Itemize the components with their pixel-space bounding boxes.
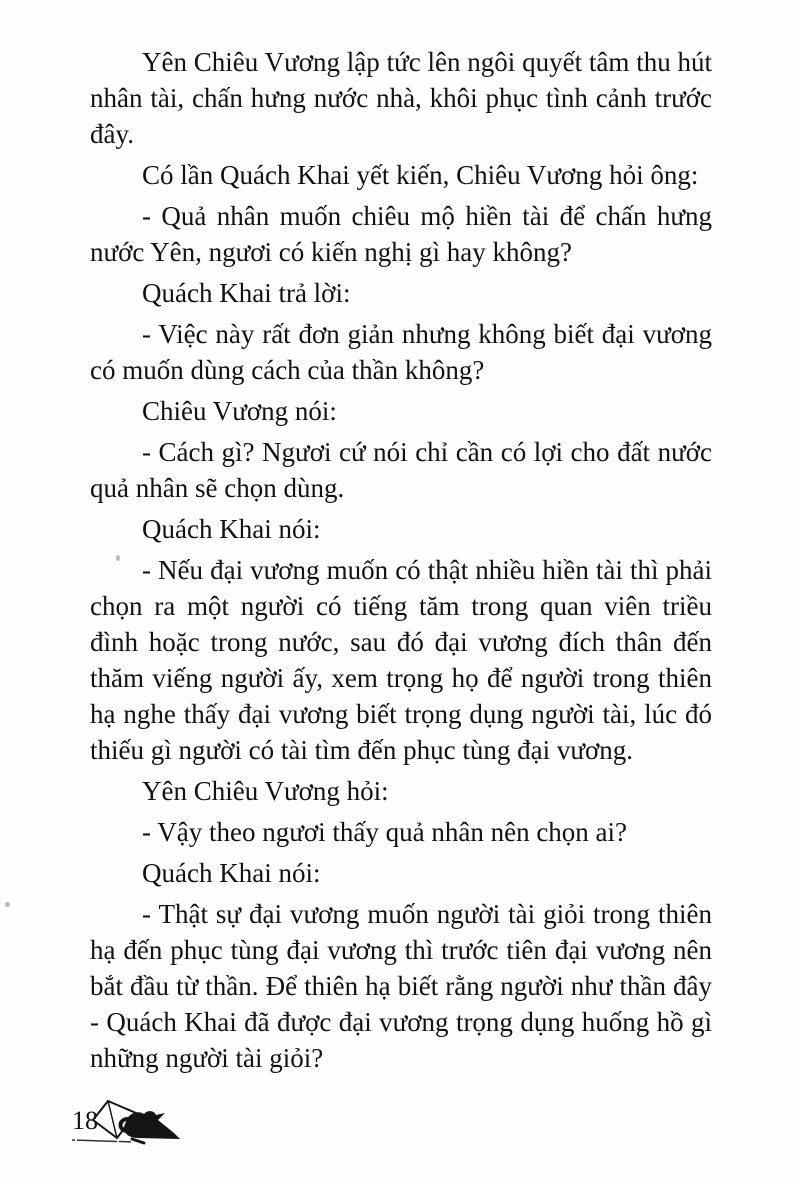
paragraph: - Nếu đại vương muốn có thật nhiều hiền tài thì phải chọn ra một người có tiếng tăm trong quan viên triều đình hoặc trong nước, sau đó đại vương đích thân đến thăm viếng người ấy, xem trọng họ để người trong thiên hạ nghe thấy đại vương biết trọng dụng người tài, lúc đó thiếu gì người có tài tìm đến phục tùng đại vương. [90, 555, 712, 765]
paragraph: Yên Chiêu Vương lập tức lên ngôi quyết tâm thu hút nhân tài, chấn hưng nước nhà, khôi phục tình cảnh trước đây. [90, 47, 712, 149]
paragraph: - Vậy theo ngươi thấy quả nhân nên chọn ai? [142, 817, 628, 847]
paragraph: Yên Chiêu Vương hỏi: [142, 776, 389, 806]
paragraph: Chiêu Vương nói: [142, 396, 337, 426]
scan-speck [5, 902, 10, 907]
scan-speck [116, 555, 120, 561]
paragraph: Có lần Quách Khai yết kiến, Chiêu Vương hỏi ông: [142, 160, 699, 190]
page-text [90, 44, 712, 1081]
page-footer [68, 1098, 198, 1148]
paragraph: Quách Khai nói: [142, 514, 321, 544]
paragraph: - Quả nhân muốn chiêu mộ hiền tài để chấn hưng nước Yên, ngươi có kiến nghị gì hay không? [90, 201, 712, 267]
paragraph: Quách Khai nói: [142, 858, 321, 888]
page-number: 18 [72, 1106, 98, 1135]
paragraph: - Thật sự đại vương muốn người tài giỏi trong thiên hạ đến phục tùng đại vương thì trước tiên đại vương nên bắt đầu từ thần. Để thiên hạ biết rằng người như thần đây - Quách Khai đã được đại vương trọng dụng huống hồ gì những người tài giỏi? [90, 899, 712, 1073]
paragraph: - Cách gì? Ngươi cứ nói chỉ cần có lợi cho đất nước quả nhân sẽ chọn dùng. [90, 437, 712, 503]
paragraph: Quách Khai trả lời: [142, 278, 351, 308]
paragraph: - Việc này rất đơn giản nhưng không biết đại vương có muốn dùng cách của thần không? [90, 319, 712, 385]
